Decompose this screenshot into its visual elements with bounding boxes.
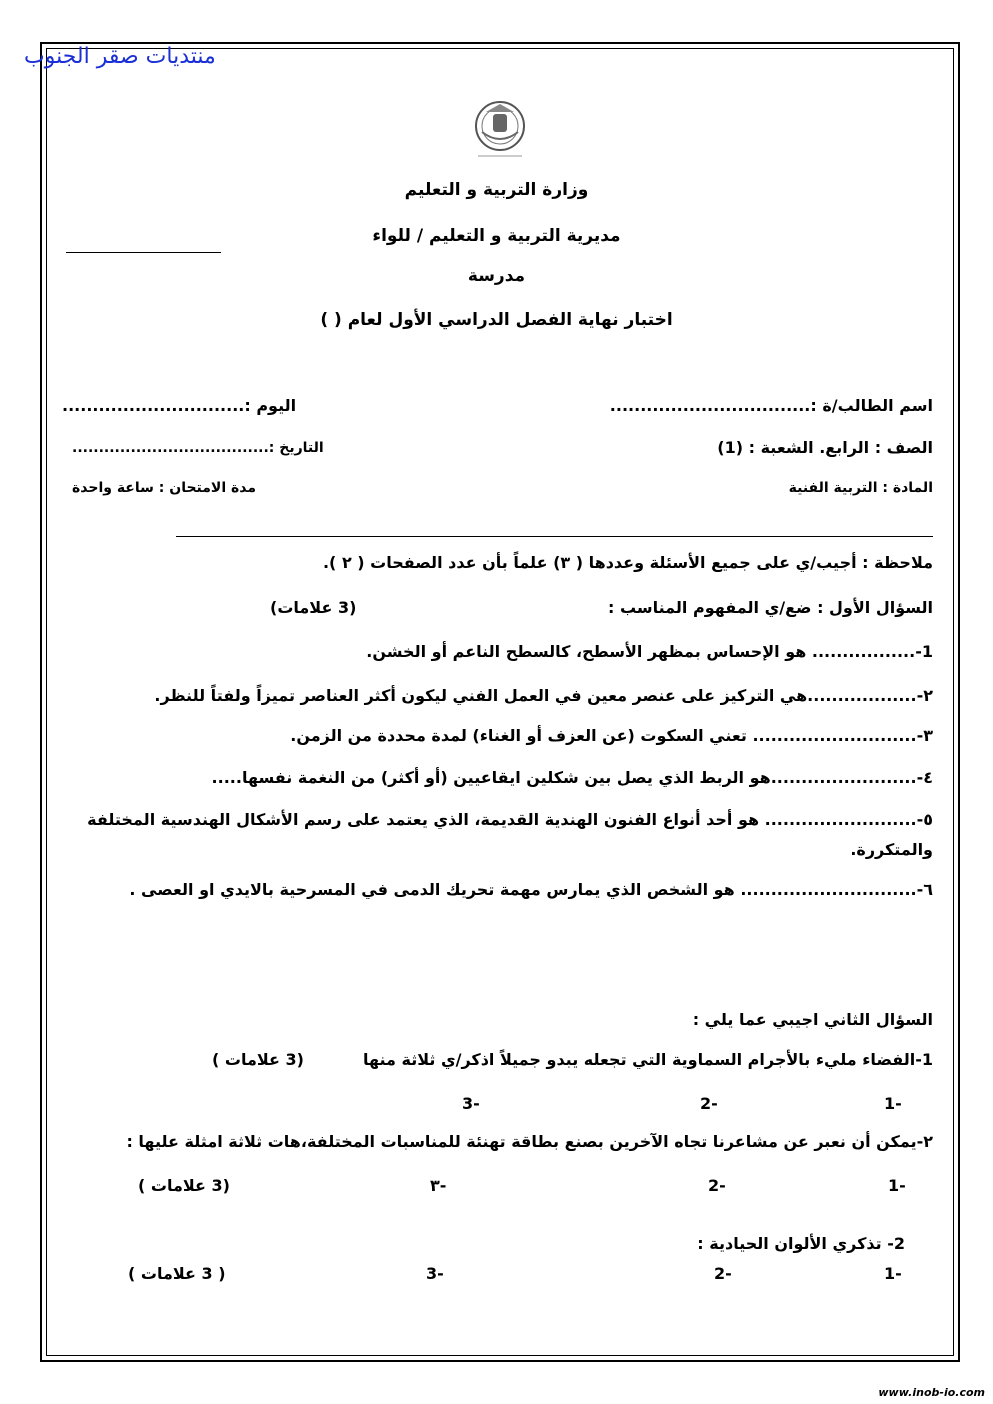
day-field: اليوم :.............................. <box>62 396 297 415</box>
answer-blank-2: 2- <box>708 1176 726 1195</box>
forum-watermark: منتديات صقر الجنوب <box>24 44 216 69</box>
question-2-part-2-marks: (3 علامات ) <box>138 1176 230 1195</box>
question-2-title: السؤال الثاني اجيبي عما يلي : <box>692 1010 933 1029</box>
jordan-coat-of-arms-emblem-icon <box>460 98 540 162</box>
question-1-item-4: ٤-........................هو الربط الذي يصل بين شكلين ايقاعيين (أو أكثر) من النغمة نفسها..... <box>211 768 933 787</box>
answer-blank-2: 2- <box>714 1264 732 1283</box>
question-1-item-6: ٦-............................. هو الشخص الذي يمارس مهمة تحريك الدمى في المسرحية بالايدي او العصى . <box>129 880 933 899</box>
date-field: التاريخ :..................................... <box>72 440 324 456</box>
answer-blank-3: ٣- <box>430 1176 447 1195</box>
ministry-title: وزارة التربية و التعليم <box>404 180 589 200</box>
question-1-item-2: ٢-..................هي التركيز على عنصر معين في العمل الفني ليكون أكثر العناصر تميزاً ولفتاً للنظر. <box>154 686 933 705</box>
question-1-item-5-cont: والمتكررة. <box>850 840 933 859</box>
duration-field: مدة الامتحان : ساعة واحدة <box>72 480 257 496</box>
question-1-item-5: ٥-......................... هو أحد أنواع الفنون الهندية القديمة، الذي يعتمد على رسم الأشكال الهندسية المختلفة <box>87 810 933 829</box>
directorate-title: مديرية التربية و التعليم / للواء <box>372 226 621 246</box>
question-2-part-3-marks: ( 3 علامات ) <box>128 1264 226 1283</box>
question-1-title: السؤال الأول : ضع/ي المفهوم المناسب : <box>608 598 933 617</box>
subject-field: المادة : التربية الفنية <box>788 480 933 496</box>
answer-blank-1: 1- <box>884 1264 902 1283</box>
signature-line <box>66 252 221 253</box>
question-1-item-1: 1-................. هو الإحساس بمظهر الأسطح، كالسطح الناعم أو الخشن. <box>366 642 933 661</box>
question-2-part-1-marks: (3 علامات ) <box>212 1050 304 1069</box>
question-1-marks: (3 علامات) <box>270 598 357 617</box>
exam-title: اختبار نهاية الفصل الدراسي الأول لعام ( ) <box>320 310 673 330</box>
answer-blank-3: 3- <box>462 1094 480 1113</box>
question-1-item-3: ٣-........................... تعني السكوت (عن العزف أو الغناء) لمدة محددة من الزمن. <box>290 726 933 745</box>
answer-blank-3: 3- <box>426 1264 444 1283</box>
answer-blank-2: 2- <box>700 1094 718 1113</box>
question-2-part-2-text: ٢-يمكن أن نعبر عن مشاعرنا تجاه الآخرين بصنع بطاقة تهنئة للمناسبات المختلفة،هات ثلاثة امثلة عليها : <box>126 1132 933 1151</box>
answer-blank-1: 1- <box>888 1176 906 1195</box>
grade-section-field: الصف : الرابع. الشعبة : (1) <box>717 438 933 457</box>
student-name-field: اسم الطالب/ة :................................. <box>609 396 933 415</box>
separator-line <box>176 536 933 537</box>
question-2-part-3-text: 2- تذكري الألوان الحيادية : <box>697 1234 905 1253</box>
question-2-part-1-text: 1-الفضاء مليء بالأجرام السماوية التي تجعله يبدو جميلاً اذكر/ي ثلاثة منها <box>362 1050 933 1069</box>
exam-note: ملاحظة : أجيب/ي على جميع الأسئلة وعددها ( ٣) علماً بأن عدد الصفحات ( ٢ ). <box>322 553 933 572</box>
footer-url: www.inob-io.com <box>878 1386 985 1399</box>
school-label: مدرسة <box>467 266 526 286</box>
answer-blank-1: 1- <box>884 1094 902 1113</box>
